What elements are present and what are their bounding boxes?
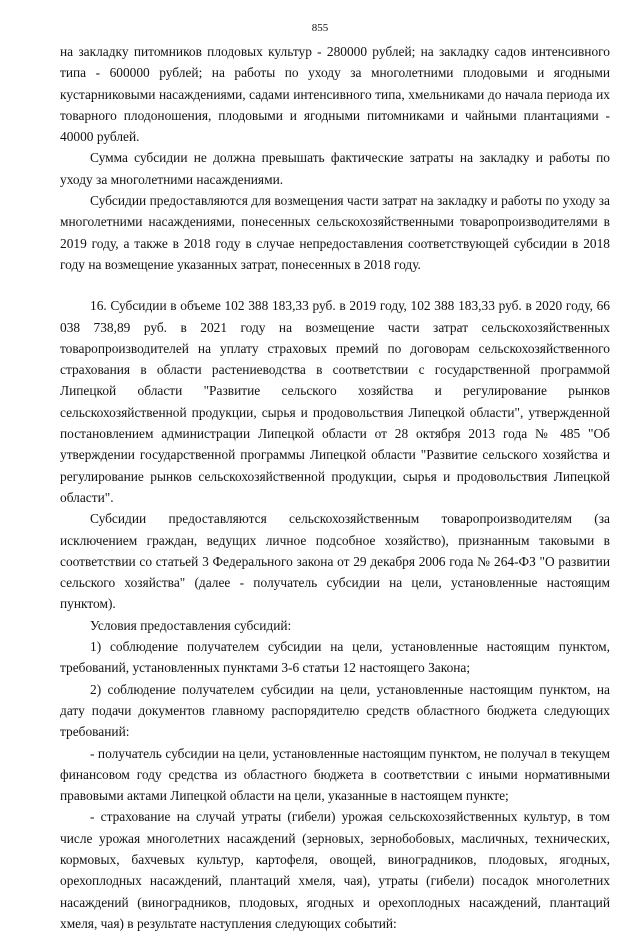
page-number: 855	[311, 22, 329, 34]
paragraph-requirement-insurance: - страхование на случай утраты (гибели) урожая сельскохозяйственных культур, в том числе урожая многолетних насаждений (зерновых, зернобобовых, масличных, технических, кормовых, бахчевых культур, картофеля, овощей, виноградников, плодовых, ягодных, орехоплодных насаждений, плантаций хмеля, чая), утраты (гибели) посадок многолетних насаждений (виноградников, плодовых, ягодных и орехоплодных насаждений, плантаций хмеля, чая) в результате наступления следующих событий:	[60, 809, 610, 931]
paragraph-conditions-heading: Условия предоставления субсидий:	[90, 617, 292, 633]
paragraph-subsidy-limit: Сумма субсидии не должна превышать фактические затраты на закладку и работы по уходу за многолетними насаждениями.	[60, 150, 610, 187]
paragraph-subsidy-purpose: Субсидии предоставляются для возмещения части затрат на закладку и работы по уходу за многолетними насаждениями, понесенных сельскохозяйственными товаропроизводителями в 2019 году, а также в 2018 году в случае непредоставления соответствующей субсидии в 2018 году на возмещение указанных затрат, понесенных в 2018 году.	[60, 193, 610, 272]
paragraph-condition-1: 1) соблюдение получателем субсидии на цели, установленные настоящим пунктом, требований, установленных пунктами 3-6 статьи 12 настоящего Закона;	[60, 639, 610, 676]
paragraph-condition-2: 2) соблюдение получателем субсидии на цели, установленные настоящим пунктом, на дату подачи документов главному распорядителю средств областного бюджета следующих требований:	[60, 681, 610, 740]
paragraph-item-16: 16. Субсидии в объеме 102 388 183,33 руб. в 2019 году, 102 388 183,33 руб. в 2020 году, 66 038 738,89 руб. в 2021 году на возмещение части затрат сельскохозяйственных товаропроизводителей на уплату страховых премий по договорам сельскохозяйственного страхования в области растениеводства в соответствии с государственной программой Липецкой области "Развитие сельского хозяйства и регулирование рынков сельскохозяйственной продукции, сырья и продовольствия Липецкой области", утвержденной постановлением администрации Липецкой области от 28 октября 2013 года № 485 "Об утверждении государственной программы Липецкой области "Развитие сельского хозяйства и регулирование рынков сельскохозяйственной продукции, сырья и продовольствия Липецкой области".	[60, 298, 610, 505]
paragraph-planting-rates: на закладку питомников плодовых культур - 280000 рублей; на закладку садов интенсивного типа - 600000 рублей; на работы по уходу за многолетними плодовыми и ягодными кустарниковыми насаждениями, садами интенсивного типа, хмельниками до начала периода их товарного плодоношения, плодовыми и ягодными питомниками и чайными плантациями - 40000 рублей.	[60, 44, 610, 145]
paragraph-recipients: Субсидии предоставляются сельскохозяйственным товаропроизводителям (за исключением граждан, ведущих личное подсобное хозяйство), признанным таковыми в соответствии со статьей 3 Федерального закона от 29 декабря 2006 года № 264-ФЗ "О развитии сельского хозяйства" (далее - получатель субсидии на цели, установленные настоящим пунктом).	[60, 511, 610, 612]
paragraph-requirement-funds: - получатель субсидии на цели, установленные настоящим пунктом, не получал в текущем финансовом году средства из областного бюджета в соответствии с иными нормативными правовыми актами Липецкой области на цели, указанные в настоящем пункте;	[60, 745, 610, 804]
document-body	[60, 41, 610, 934]
